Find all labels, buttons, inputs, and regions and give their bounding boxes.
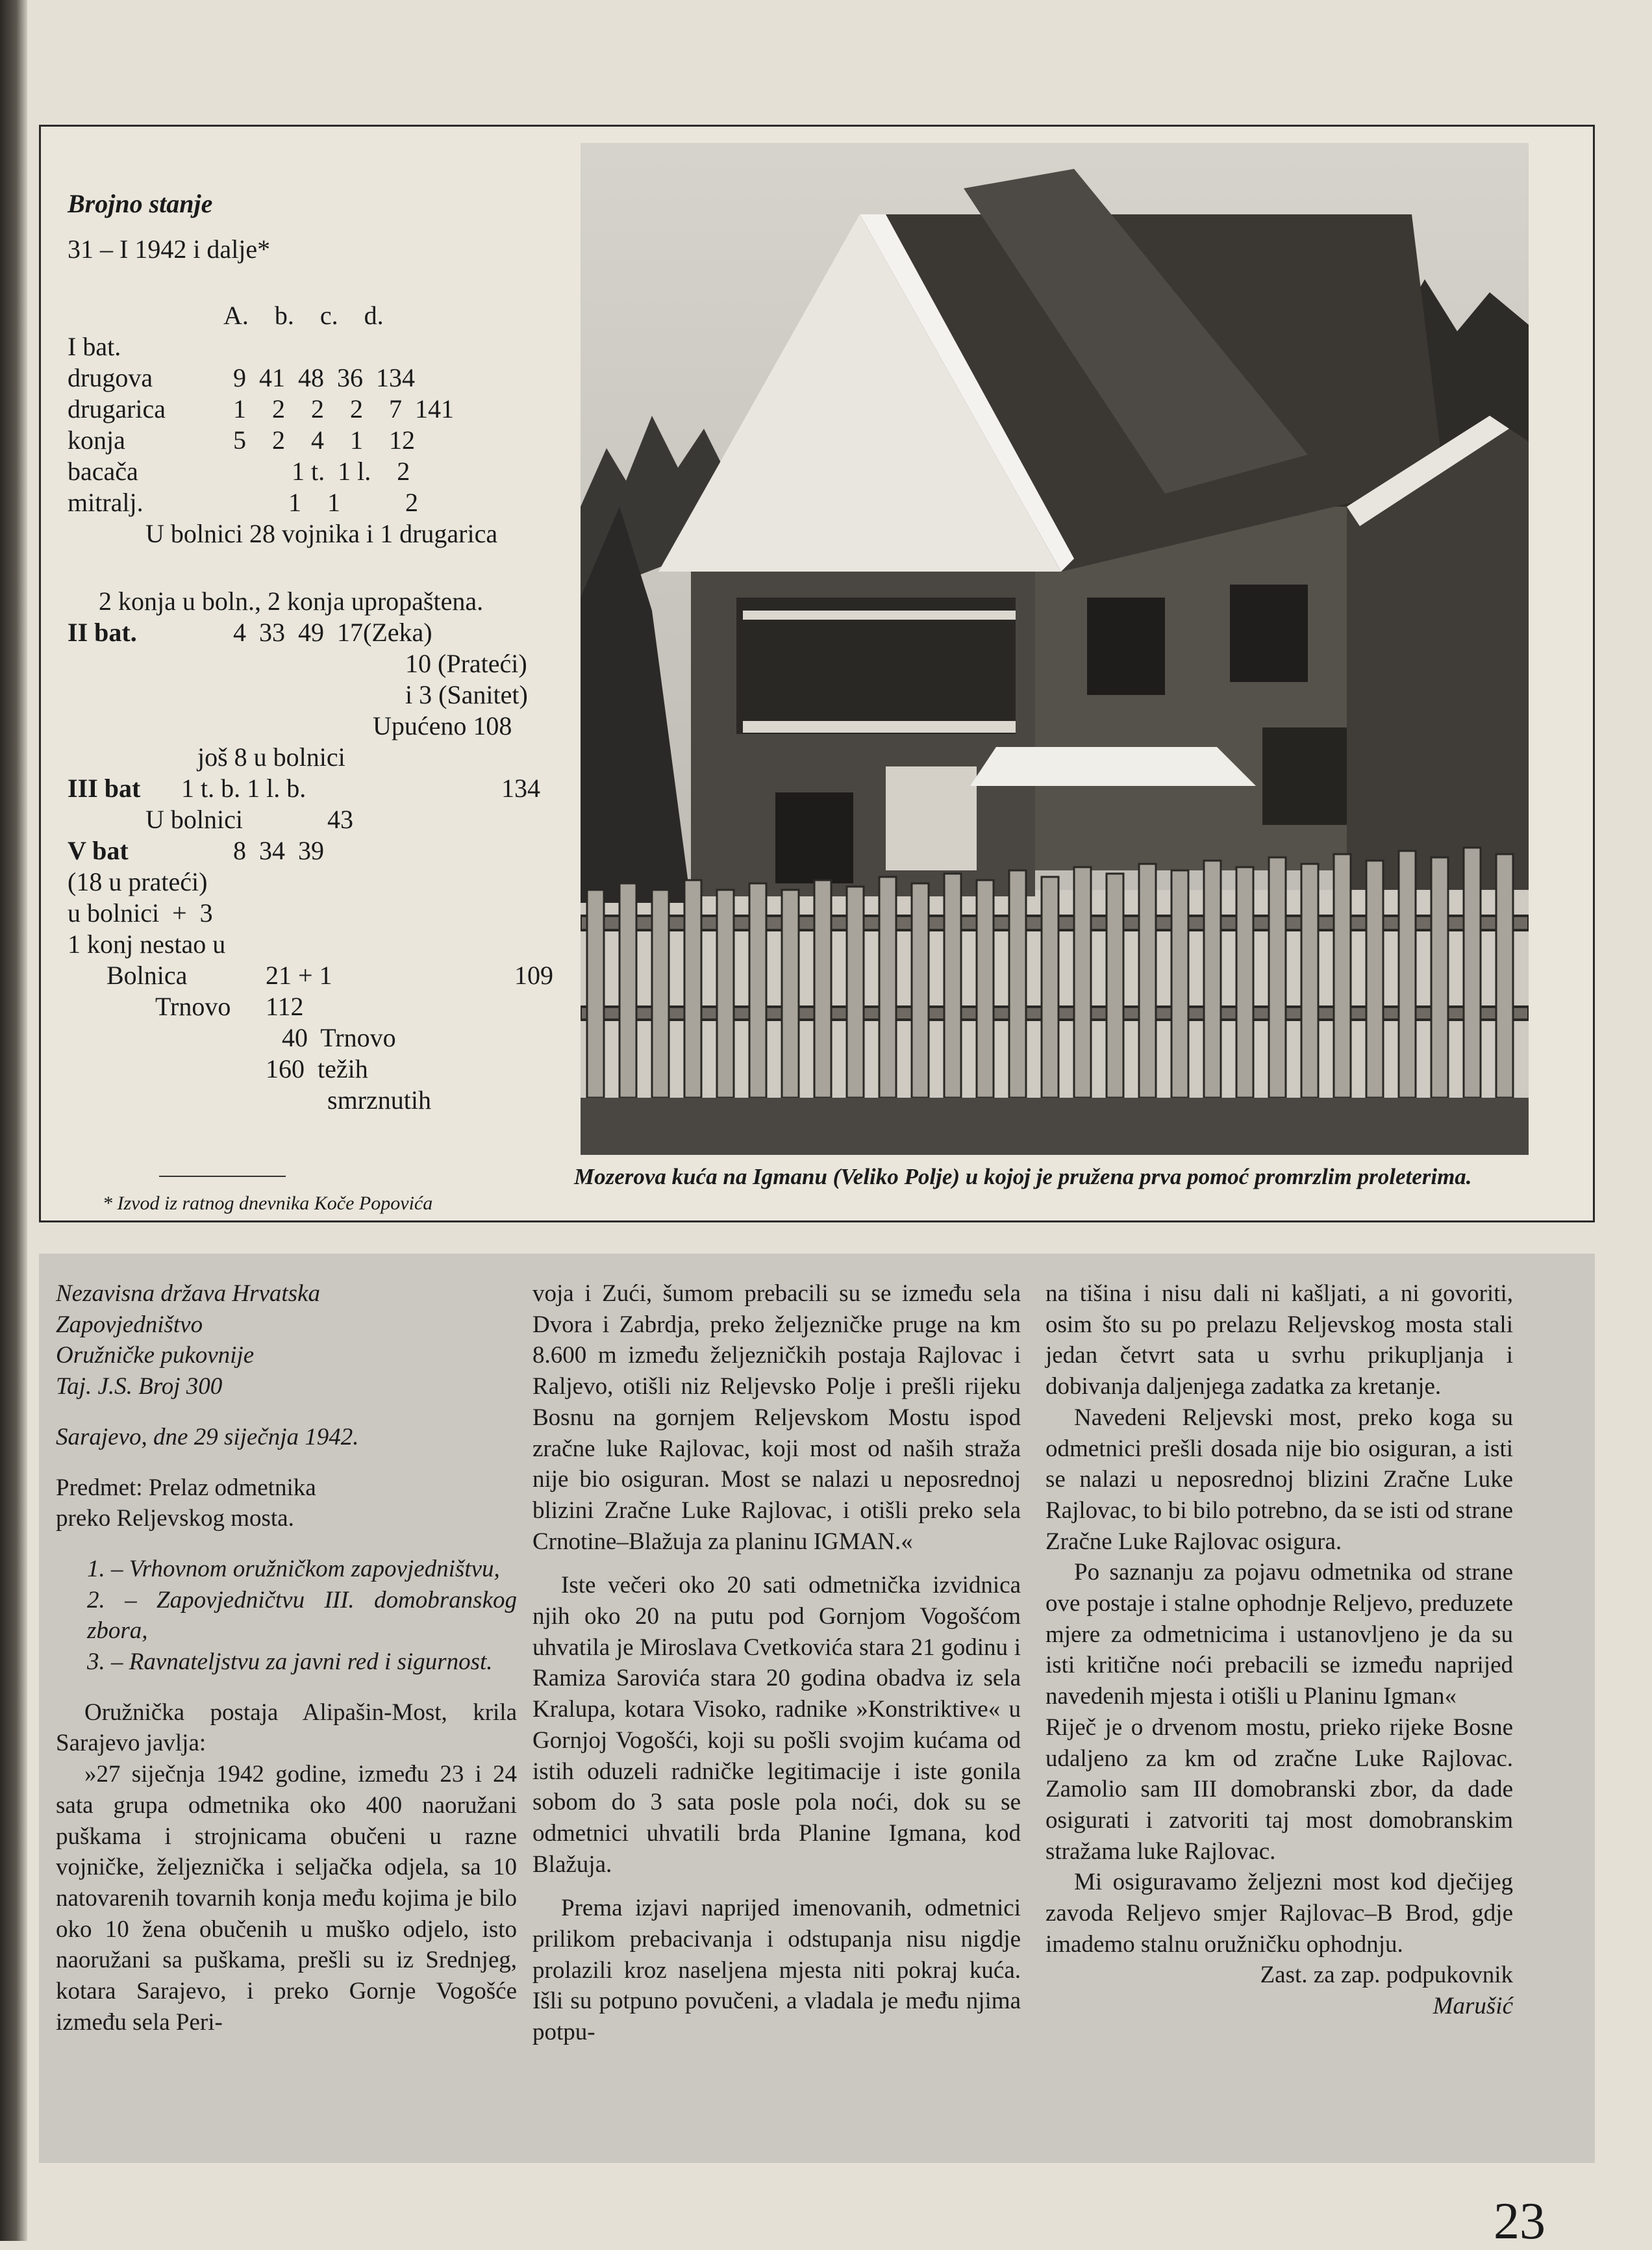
letter-header-line: Oružničke pukovnije <box>56 1342 255 1369</box>
troop-strength-table <box>68 188 581 1143</box>
house-photo-illustration <box>581 143 1529 1155</box>
table-row-label: drugova <box>68 363 153 392</box>
table-row-label: II bat. <box>68 618 137 647</box>
book-spine-shadow <box>0 0 27 2241</box>
letter-paragraph: Navedeni Reljevski most, preko koga su odmetnici prešli dosada nije bio osiguran, a isti se nalazi u neposrednoj blizini Zračne Luke Rajlovac, to bi bilo potrebno, da se isti od strane Zračne Luke Rajlovac osigura. <box>1045 1404 1513 1555</box>
table-note: smrznutih <box>327 1085 431 1115</box>
table-row-total: 109 <box>514 961 553 990</box>
table-row-values: 43 <box>327 805 353 834</box>
table-row-values: 1 t. 1 l. 2 <box>292 457 410 486</box>
table-row-label: mitralj. <box>68 488 144 517</box>
footnote-rule <box>159 1176 286 1177</box>
letter-paragraph: Prema izjavi naprijed imenovanih, odmetnici prilikom prebacivanja i odstupanja nisu nigdje prolazili kroz naseljena mjesta niti pokraj kuća. Išli su potpuno povučeni, a vladala je među njima potpu- <box>532 1895 1021 2046</box>
letter-subject-line: preko Reljevskog mosta. <box>56 1505 294 1532</box>
letter-subject-line: Predmet: Prelaz odmetnika <box>56 1474 316 1501</box>
letter-recipient: 1. – Vrhovnom oružničkom zapovjedništvu, <box>87 1555 500 1582</box>
letter-column-3 <box>1045 1278 1513 2022</box>
table-note: 40 Trnovo <box>282 1023 396 1052</box>
table-note: 10 (Prateći) <box>405 649 527 678</box>
table-note: i 3 (Sanitet) <box>405 680 528 709</box>
table-date-line: 31 – I 1942 i dalje* <box>68 234 271 264</box>
table-row-values: 4 33 49 17(Zeka) <box>233 618 432 647</box>
table-note: U bolnici <box>145 805 243 834</box>
table-column-heads: A. b. c. d. <box>223 301 384 330</box>
table-row-values: 5 2 4 1 12 <box>233 425 415 455</box>
letter-paragraph: Mi osiguravamo željezni most kod dječijeg zavoda Reljevo smjer Rajlovac–B Brod, gdje imademo stalnu oružničku ophodnju. <box>1045 1869 1513 1958</box>
table-row-label: bacača <box>68 457 138 486</box>
letter-paragraph: Po saznanju za pojavu odmetnika od strane ove postaje i stalne ophodnje Reljevo, preduzete mjere za odmetnicima i ustanovljeno je da su isti kritične noći prebacili se između naprijed navedenih mjesta i otišli u Planinu Igman« <box>1045 1559 1513 1710</box>
table-row-values: 21 + 1 <box>266 961 332 990</box>
table-row-values: 1 2 2 2 7 141 <box>233 394 454 423</box>
letter-paragraph: na tišina i nisu dali ni kašljati, a ni govoriti, osim što su po prelazu Reljevskog mosta stali jedan četvrt sata u svrhu prikupljanja i dobivanja daljenjega zadatka za kretanje. <box>1045 1280 1513 1400</box>
table-row-values: 9 41 48 36 134 <box>233 363 415 392</box>
letter-date: Sarajevo, dne 29 siječnja 1942. <box>56 1423 359 1450</box>
table-row-values: 1 1 2 <box>288 488 418 517</box>
letter-header-line: Taj. J.S. Broj 300 <box>56 1373 223 1400</box>
letter-paragraph: voja i Zući, šumom prebacili su se između sela Dvora i Zabrdja, preko željezničke pruge na km 8.600 m između željezničkih postaja Rajlovac i Raljevo, otišli niz Reljevsko Polje i prešli rijeku Bosnu na gornjem Reljevskom Mostu ispod zračne luke Rajlovac, koji most od naših straža nije bio osiguran. Most se nalazi u neposrednoj blizini Zračne Luke Rajlovac, i otišli preko sela Crnotine–Blažuja za planinu IGMAN.« <box>532 1280 1021 1555</box>
table-note: Upućeno 108 <box>373 711 512 740</box>
letter-recipient: 3. – Ravnateljstvu za javni red i sigurnost. <box>87 1649 493 1676</box>
table-row-values: 112 <box>266 992 304 1021</box>
table-note: U bolnici 28 vojnika i 1 drugarica <box>145 519 498 548</box>
table-row-label: Trnovo <box>155 992 231 1021</box>
footnote: * Izvod iz ratnog dnevnika Koče Popovića <box>103 1193 433 1214</box>
table-note: još 8 u bolnici <box>197 742 345 772</box>
table-row-label: drugarica <box>68 394 166 423</box>
signature-name: Marušić <box>1433 1993 1513 2020</box>
signature-title: Zast. za zap. podpukovnik <box>1260 1962 1513 1989</box>
letter-paragraph: »27 siječnja 1942 godine, između 23 i 24 sata grupa odmetnika oko 400 naoružani puškama i strojnicama obučeni u razne vojničke, željeznička i seljačka odjela, sa 10 natovarenih tovarnih konja među kojima je bilo oko 10 žena obučenih u muško odjelo, isto naoružani sa puškama, prešli su iz Srednjeg, kotara Sarajevo, i preko Gornje Vogošće između sela Peri- <box>56 1761 517 2036</box>
table-row-values: 1 t. b. 1 l. b. <box>181 774 307 803</box>
letter-paragraph: Oružnička postaja Alipašin-Most, krila Sarajevo javlja: <box>56 1699 517 1757</box>
photo-caption: Mozerova kuća na Igmanu (Veliko Polje) u kojoj je pružena prva pomoć promrzlim proleterima. <box>574 1164 1472 1189</box>
table-row-values: 8 34 39 <box>233 836 324 865</box>
letter-paragraph: Iste večeri oko 20 sati odmetnička izvidnica njih oko 20 na putu pod Gornjom Vogošćom uhvatila je Miroslava Cvetkovića stara 21 godinu i Ramiza Sarovića stara 20 godina obadva iz sela Kralupa, kotara Visoko, radnike »Konstriktive« u Gornjoj Vogošći, koji su pošli svojim kućama od istih oduzeli radničke legitimacije i iste gonila sobom do 3 sata posle pola noći, dok su se odmetnici uhvatili brda Planine Igmana, kod Blažuja. <box>532 1572 1021 1878</box>
letter-column-1 <box>56 1278 517 2038</box>
table-row-label: III bat <box>68 774 141 803</box>
page-number: 23 <box>1494 2193 1546 2250</box>
table-note: (18 u prateći) <box>68 867 208 896</box>
table-note: u bolnici + 3 <box>68 898 213 928</box>
table-row-label: V bat <box>68 836 129 865</box>
table-row-label: konja <box>68 425 125 455</box>
letter-header-line: Zapovjedništvo <box>56 1311 203 1338</box>
table-note: 2 konja u boln., 2 konja upropaštena. <box>99 587 484 616</box>
letter-column-2 <box>532 1278 1021 2048</box>
table-note: 1 konj nestao u <box>68 929 226 959</box>
table-row-label: I bat. <box>68 332 121 361</box>
letter-header-line: Nezavisna država Hrvatska <box>56 1280 320 1307</box>
table-row-label: Bolnica <box>106 961 188 990</box>
table-title: Brojno stanje <box>68 189 213 218</box>
letter-recipient: 2. – Zapovjedničtvu III. domobranskog zbora, <box>87 1586 517 1645</box>
table-row-total: 134 <box>501 774 540 803</box>
table-note: 160 težih <box>266 1054 368 1083</box>
house-photograph <box>581 143 1529 1155</box>
letter-paragraph: Riječ je o drvenom mostu, prieko rijeke Bosne udaljeno za km od zračne Luke Rajlovac. Zamolio sam III domobranski zbor, da dade osigurati i zatvoriti taj most domobranskim stražama luke Rajlovac. <box>1045 1713 1513 1865</box>
